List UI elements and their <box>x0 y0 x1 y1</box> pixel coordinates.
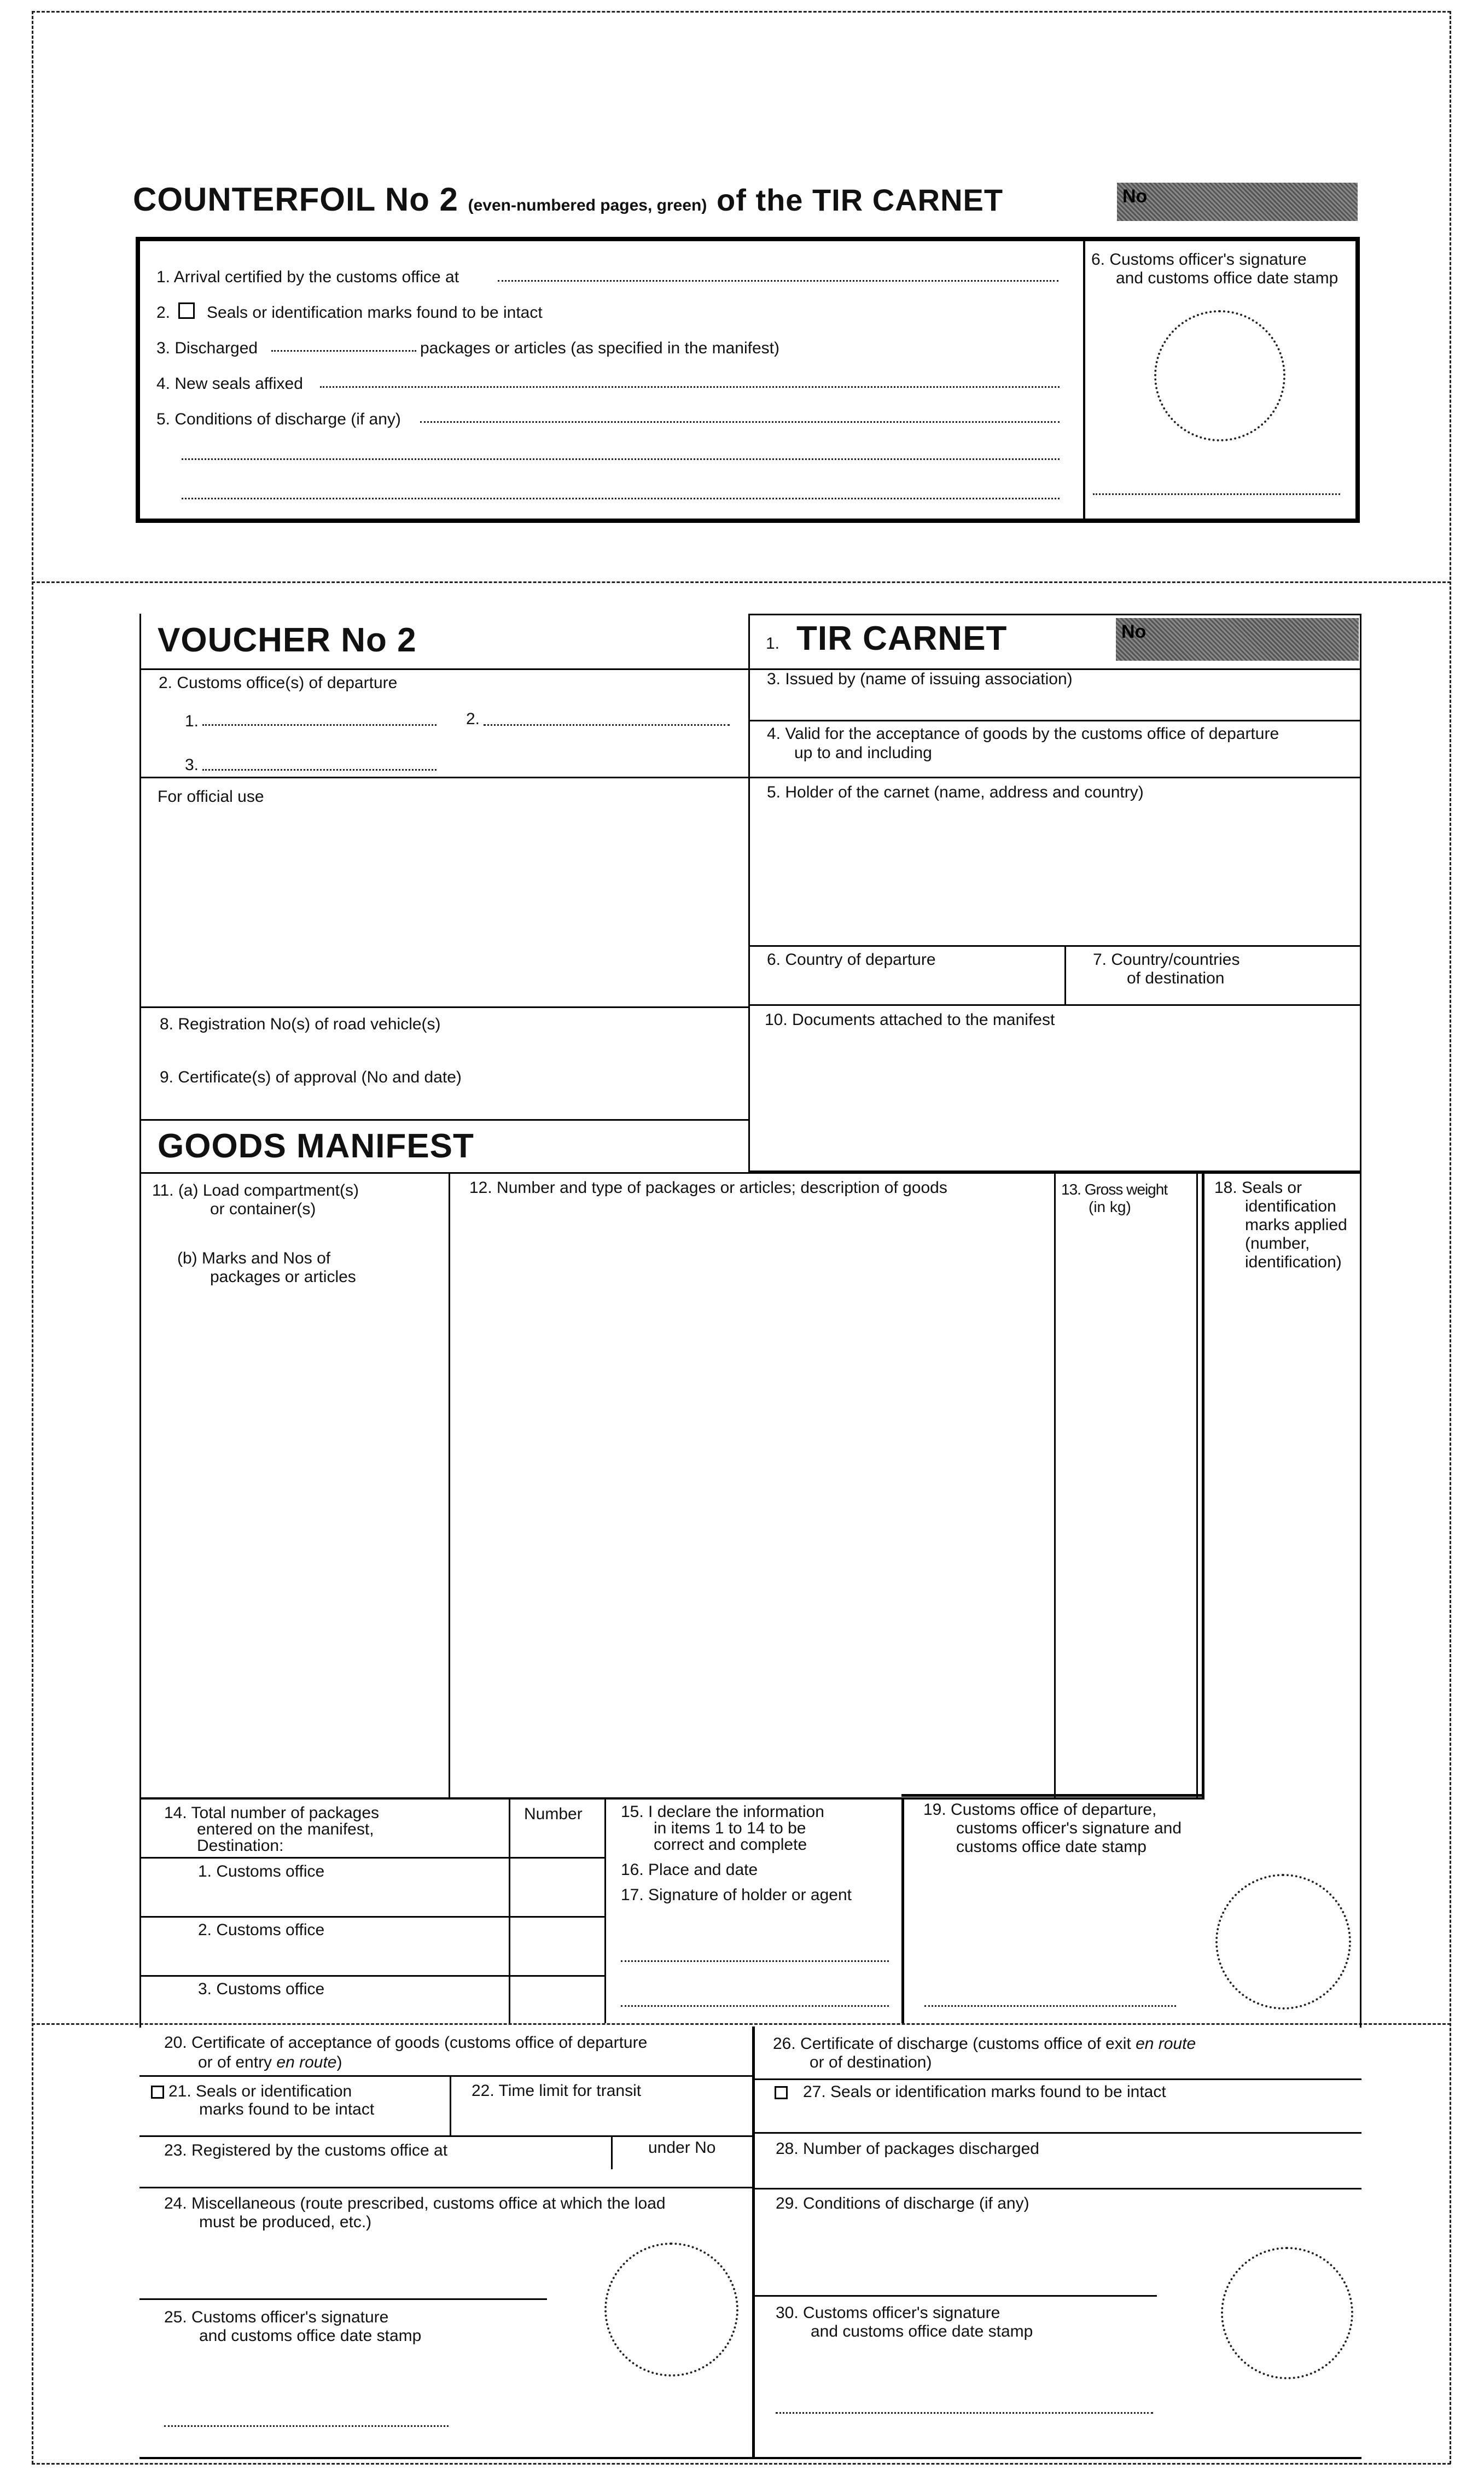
field-10-label: 10. Documents attached to the manifest <box>765 1011 1055 1029</box>
field-15-divider <box>604 1797 606 2023</box>
carnet-title: TIR CARNET <box>796 620 1008 657</box>
col-13-18-divider <box>1196 1172 1198 1797</box>
cf-field-3-label: 3. Discharged <box>156 339 258 357</box>
field-18-area[interactable] <box>1206 1277 1358 1797</box>
field-2-office-3-line[interactable] <box>202 769 437 771</box>
field-22-rule <box>139 2135 752 2137</box>
bottom-cut-line <box>32 2463 1451 2465</box>
field-4-label: 4. Valid for the acceptance of goods by the customs office of departure <box>767 725 1279 743</box>
cf-field-1-line[interactable] <box>498 280 1058 282</box>
field-16-label: 16. Place and date <box>621 1861 758 1879</box>
field-5-rule <box>748 945 1361 947</box>
carnet-right-border <box>1360 614 1361 2028</box>
field-24-label: 24. Miscellaneous (route prescribed, customs office at which the load <box>164 2194 666 2212</box>
field-2-office-1-line[interactable] <box>202 724 437 726</box>
dest-1-number-cell[interactable] <box>511 1859 603 1915</box>
counterfoil-title-main: COUNTERFOIL No 2 <box>133 181 458 218</box>
field-20-en-route: en route <box>276 2053 337 2071</box>
counterfoil-title <box>133 180 1003 218</box>
field-6-label: 6. Country of departure <box>767 951 936 969</box>
counterfoil-title-end: of the TIR CARNET <box>717 183 1004 217</box>
field-19-label-3: customs office date stamp <box>956 1838 1147 1856</box>
field-17-label: 17. Signature of holder or agent <box>621 1886 852 1904</box>
field-16-line[interactable] <box>621 1960 889 1962</box>
field-2-office-2: 2. <box>466 710 480 728</box>
field-26-label-2: or of destination) <box>810 2053 932 2071</box>
field-3-rule <box>748 720 1361 721</box>
carnet-no-label: No <box>1121 621 1147 642</box>
official-use-rule <box>139 1006 749 1008</box>
field-26-en-route: en route <box>1136 2035 1196 2053</box>
field-14-label: 14. Total number of packages <box>164 1804 380 1822</box>
field-2-office-1: 1. <box>185 712 199 730</box>
field-30-label: 30. Customs officer's signature <box>776 2304 1000 2322</box>
field-20-label-2-pre: or of entry <box>198 2053 277 2071</box>
cf-field-2-checkbox[interactable] <box>178 302 195 319</box>
field-25-signature-line[interactable] <box>164 2425 449 2427</box>
dest-3-number-cell[interactable] <box>511 1977 603 2023</box>
field-9-rule <box>139 1119 749 1121</box>
field-7-rule <box>748 1004 1361 1006</box>
field-11-area[interactable] <box>142 1291 447 1794</box>
cf-field-1-label: 1. Arrival certified by the customs office at <box>156 268 459 286</box>
field-23-divider <box>611 2135 613 2169</box>
counterfoil-title-sub: (even-numbered pages, green) <box>468 196 707 214</box>
bottom-center-divider <box>752 2026 755 2459</box>
carnet-number-box[interactable] <box>1116 618 1359 661</box>
cf-field-2-num: 2. <box>156 304 171 322</box>
field-14-label-2: entered on the manifest, <box>197 1820 374 1838</box>
cf-field-3-line[interactable] <box>271 350 416 352</box>
field-6-7-divider <box>1064 945 1066 1004</box>
field-27-checkbox[interactable] <box>775 2086 788 2099</box>
field-19-signature-line[interactable] <box>924 2005 1176 2007</box>
col-11-12-divider <box>449 1172 450 1797</box>
voucher-center-border <box>748 614 750 1173</box>
right-cut-line <box>1450 11 1451 2464</box>
cf-field-4-line[interactable] <box>320 386 1060 388</box>
field-30-label-2: and customs office date stamp <box>811 2322 1033 2340</box>
cf-field-2-label: Seals or identification marks found to be intact <box>207 304 543 322</box>
field-28-rule <box>752 2188 1361 2189</box>
field-20-label: 20. Certificate of acceptance of goods (customs office of departure <box>164 2034 648 2052</box>
field-19-label-2: customs officer's signature and <box>956 1819 1182 1837</box>
field-14-label-3: Destination: <box>197 1837 284 1855</box>
cf-field-5-line[interactable] <box>420 421 1060 423</box>
field-8-label: 8. Registration No(s) of road vehicle(s) <box>160 1015 441 1033</box>
dest-1-label: 1. Customs office <box>198 1862 325 1880</box>
counterfoil-cut-line <box>32 581 1451 583</box>
field-11a-label: 11. (a) Load compartment(s) <box>152 1181 359 1199</box>
carnet-top-border <box>748 614 1361 615</box>
bottom-base-rule <box>139 2457 1361 2459</box>
field-13-label: 13. Gross weight <box>1061 1181 1168 1198</box>
carnet-num: 1. <box>766 634 780 653</box>
field-25-label-2: and customs office date stamp <box>199 2327 422 2345</box>
col-12-13-divider <box>1054 1172 1056 1797</box>
field-21-label: 21. Seals or identification <box>168 2082 352 2100</box>
field-12-area[interactable] <box>451 1203 1053 1794</box>
cf-field-4-label: 4. New seals affixed <box>156 375 303 393</box>
field-26-label <box>773 2035 1196 2053</box>
voucher-title: VOUCHER No 2 <box>158 621 417 659</box>
field-21-checkbox[interactable] <box>151 2086 164 2099</box>
left-cut-line <box>32 11 33 2464</box>
field-27-rule <box>752 2132 1361 2134</box>
field-22-label: 22. Time limit for transit <box>472 2082 642 2100</box>
cf-field-5-line-2[interactable] <box>182 458 1060 460</box>
field-20-label-2-post: ) <box>336 2053 342 2071</box>
field-27-label: 27. Seals or identification marks found to be intact <box>803 2083 1166 2101</box>
field-24-label-2: must be produced, etc.) <box>199 2213 372 2231</box>
voucher-cut-line <box>32 2023 1451 2025</box>
counterfoil-number-box[interactable] <box>1117 183 1358 221</box>
manifest-header-rule <box>139 1172 1361 1174</box>
field-21-22-divider <box>450 2075 451 2135</box>
field-24-rule <box>139 2298 547 2300</box>
field-30-signature-line[interactable] <box>776 2412 1153 2414</box>
field-7-label: 7. Country/countries <box>1093 951 1240 969</box>
field-18-label: 18. Seals or <box>1214 1179 1302 1197</box>
field-13-label-2: (in kg) <box>1089 1198 1131 1215</box>
field-18-label-2: identification <box>1245 1197 1336 1215</box>
field-18-label-3: marks applied <box>1245 1216 1347 1234</box>
cf-signature-line[interactable] <box>1093 493 1340 495</box>
field-29-label: 29. Conditions of discharge (if any) <box>776 2194 1029 2212</box>
field-7-label-2: of destination <box>1127 969 1225 987</box>
field-30-stamp-circle <box>1221 2247 1353 2379</box>
field-20-label-2 <box>198 2053 342 2072</box>
field-26-label-pre: 26. Certificate of discharge (customs office of exit <box>773 2035 1136 2053</box>
field-12-label: 12. Number and type of packages or articles; description of goods <box>469 1179 947 1197</box>
field-13-area[interactable] <box>1057 1220 1195 1794</box>
number-col-header: Number <box>524 1805 583 1823</box>
counterfoil-no-label: No <box>1122 186 1148 207</box>
field-19-left-border <box>901 1797 904 2023</box>
field-15-label-2: in items 1 to 14 to be <box>654 1819 806 1837</box>
field-19-top-border <box>901 1794 1203 1797</box>
field-25-stamp-circle <box>604 2243 738 2377</box>
field-29-rule <box>752 2295 1157 2297</box>
field-23-label: 23. Registered by the customs office at <box>164 2141 448 2159</box>
field-19-stamp-circle <box>1215 1874 1351 2010</box>
field-20-rule <box>139 2075 752 2077</box>
number-col-divider <box>509 1797 510 2023</box>
field-2-office-2-line[interactable] <box>484 724 730 726</box>
field-5-area[interactable] <box>750 807 1359 944</box>
field-15-label: 15. I declare the information <box>621 1803 824 1821</box>
field-11b-label: (b) Marks and Nos of <box>177 1249 331 1267</box>
field-2-label: 2. Customs office(s) of departure <box>159 674 398 692</box>
field-4-label-2: up to and including <box>794 744 932 762</box>
field-15-label-3: correct and complete <box>654 1836 807 1854</box>
field-9-label: 9. Certificate(s) of approval (No and date) <box>160 1068 462 1086</box>
cf-field-3-suffix: packages or articles (as specified in the manifest) <box>420 339 779 357</box>
field-17-line[interactable] <box>621 2005 889 2007</box>
field-5-label: 5. Holder of the carnet (name, address and country) <box>767 783 1144 801</box>
field-28-label: 28. Number of packages discharged <box>776 2140 1039 2158</box>
field-11a-label-2: or container(s) <box>210 1200 316 1218</box>
voucher-title-rule <box>139 668 749 670</box>
field-23-under-no-label: under No <box>648 2139 716 2157</box>
field-2-office-3: 3. <box>185 756 199 774</box>
cf-field-5-label: 5. Conditions of discharge (if any) <box>156 410 401 428</box>
field-2-rule <box>139 777 1361 778</box>
dest-2-label: 2. Customs office <box>198 1921 325 1939</box>
field-21-label-2: marks found to be intact <box>199 2100 375 2118</box>
counterfoil-divider <box>1083 237 1085 523</box>
manifest-bottom-rule <box>139 1797 1204 1800</box>
field-18-label-5: identification) <box>1245 1253 1342 1271</box>
cf-field-6-label: 6. Customs officer's signature <box>1091 251 1307 269</box>
official-use-label: For official use <box>158 788 264 806</box>
official-use-area[interactable] <box>141 810 747 1006</box>
dest-2-number-cell[interactable] <box>511 1918 603 1973</box>
cf-field-5-line-3[interactable] <box>182 498 1060 499</box>
field-3-label: 3. Issued by (name of issuing association) <box>767 670 1073 688</box>
field-18-label-4: (number, <box>1245 1234 1310 1253</box>
field-23-rule <box>139 2187 752 2188</box>
col-18-thick-divider <box>1202 1172 1204 1797</box>
field-19-label: 19. Customs office of departure, <box>923 1801 1157 1819</box>
cf-field-6-label-2: and customs office date stamp <box>1116 269 1338 287</box>
field-11b-label-2: packages or articles <box>210 1268 356 1286</box>
dest-3-label: 3. Customs office <box>198 1980 325 1998</box>
field-26-rule <box>752 2078 1361 2080</box>
cf-stamp-circle <box>1154 310 1285 441</box>
top-cut-line <box>32 11 1451 13</box>
field-25-label: 25. Customs officer's signature <box>164 2308 389 2326</box>
goods-manifest-title: GOODS MANIFEST <box>158 1127 474 1165</box>
